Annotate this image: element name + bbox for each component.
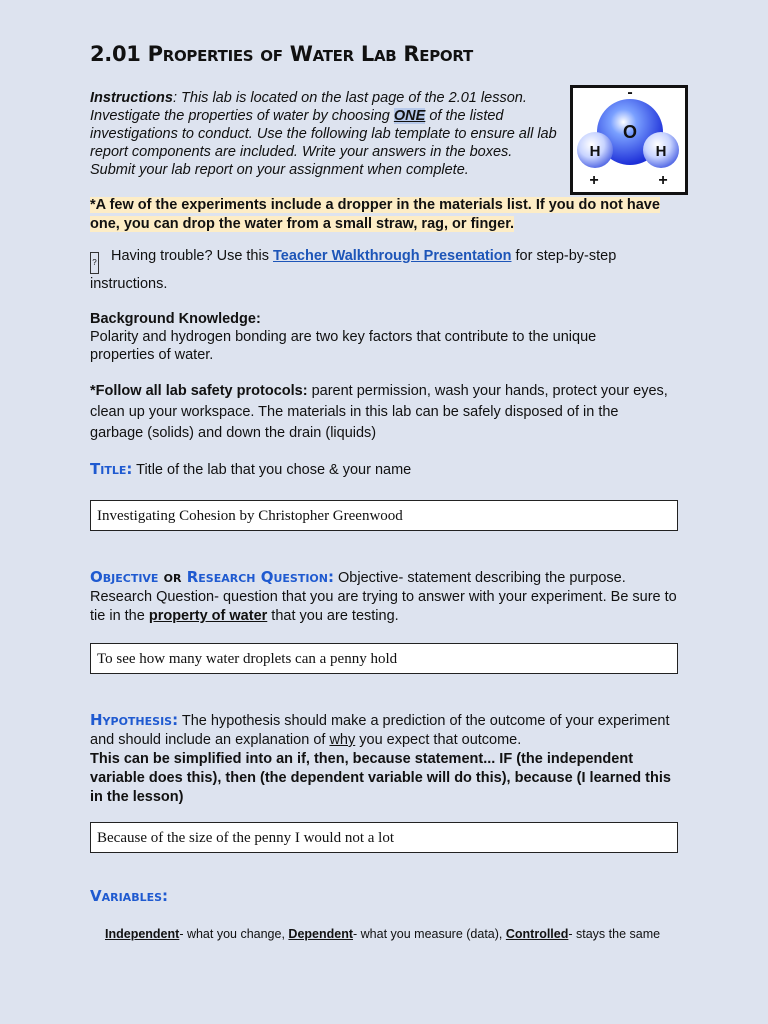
- controlled-desc: - stays the same: [568, 927, 661, 941]
- hypothesis-underlined: why: [329, 732, 356, 748]
- hydrogen-left-label: H: [589, 143, 601, 160]
- objective-or: or: [158, 568, 187, 586]
- instructions-text-1: : This lab is located on the last page of the 2.01 lesson. Investigate the properties of water by choosing: [90, 90, 527, 124]
- instructions-paragraph: [90, 89, 560, 179]
- independent-desc: - what you change,: [179, 927, 289, 941]
- safety-text: parent permission, wash your hands, protect your eyes, clean up your workspace. The materials in this lab can be safely disposed of in the garbage (solids) and down the drain (liquids): [90, 383, 668, 441]
- trouble-text-2: for step-by-step instructions.: [90, 248, 617, 292]
- objective-section-heading: [90, 568, 680, 626]
- dropper-note-text: *A few of the experiments include a dropper in the materials list. If you do not have one, you can drop the water from a small straw, rag, or finger.: [90, 197, 660, 232]
- objective-label: Objective: [90, 568, 159, 586]
- title-answer-box[interactable]: Investigating Cohesion by Christopher Greenwood: [90, 500, 678, 531]
- water-molecule-icon: [573, 88, 685, 192]
- missing-glyph-icon: ?: [90, 252, 99, 274]
- hydrogen-right-label: H: [655, 143, 667, 160]
- dependent-desc: - what you measure (data),: [353, 927, 506, 941]
- hypothesis-label: Hypothesis:: [90, 711, 179, 729]
- objective-text-1: Objective- statement describing the purpose. Research Question- question that you are trying to answer with your experiment. Be sure to tie in the: [90, 570, 677, 624]
- independent-term: Independent: [105, 927, 180, 941]
- variables-definitions: [105, 927, 660, 941]
- hypothesis-section-heading: [90, 711, 680, 807]
- trouble-text-1: Having trouble? Use this: [111, 248, 273, 264]
- walkthrough-link[interactable]: Teacher Walkthrough Presentation: [273, 248, 512, 264]
- oxygen-label: O: [622, 122, 638, 142]
- title-section-label: Title:: [90, 460, 133, 478]
- trouble-paragraph: [90, 246, 670, 295]
- instructions-text-2: of the listed investigations to conduct. Use the following lab template to ensure all lab report components are included. Write your answers in the boxes. Submit your lab report on your assignment when complete.: [90, 108, 557, 178]
- hypothesis-answer-box[interactable]: Because of the size of the penny I would not a lot: [90, 822, 678, 853]
- plus-charge-left: +: [589, 172, 599, 189]
- water-molecule-image: [570, 85, 688, 195]
- instructions-label: Instructions: [90, 90, 173, 106]
- controlled-term: Controlled: [505, 927, 569, 941]
- hypothesis-text-2: you expect that outcome.: [355, 732, 522, 748]
- research-question-label: Research Question:: [186, 568, 334, 586]
- page-title: 2.01 Properties of Water Lab Report: [90, 42, 473, 66]
- title-section-text: Title of the lab that you chose & your name: [132, 462, 412, 478]
- instructions-emphasis: ONE: [393, 108, 426, 124]
- background-heading: Background Knowledge:: [90, 311, 261, 327]
- dependent-term: Dependent: [288, 927, 354, 941]
- objective-text-2: that you are testing.: [267, 608, 399, 624]
- objective-underlined: property of water: [148, 608, 268, 624]
- hypothesis-text-1: The hypothesis should make a prediction of the outcome of your experiment and should include an explanation of: [90, 713, 670, 748]
- minus-charge: -: [627, 88, 633, 101]
- safety-paragraph: [90, 381, 670, 444]
- plus-charge-right: +: [658, 172, 668, 189]
- variables-section-heading: [90, 887, 680, 907]
- safety-label: *Follow all lab safety protocols:: [90, 383, 308, 399]
- title-section-heading: [90, 460, 680, 480]
- dropper-note: [90, 196, 660, 234]
- hypothesis-bold-text: This can be simplified into an if, then, because statement... IF (the independent variable does this), then (the dependent variable will do this), because (I learned this in the lesson): [90, 751, 671, 805]
- background-body: Polarity and hydrogen bonding are two key factors that contribute to the unique properties of water.: [90, 329, 597, 363]
- variables-label: Variables:: [90, 887, 169, 905]
- objective-answer-box[interactable]: To see how many water droplets can a penny hold: [90, 643, 678, 674]
